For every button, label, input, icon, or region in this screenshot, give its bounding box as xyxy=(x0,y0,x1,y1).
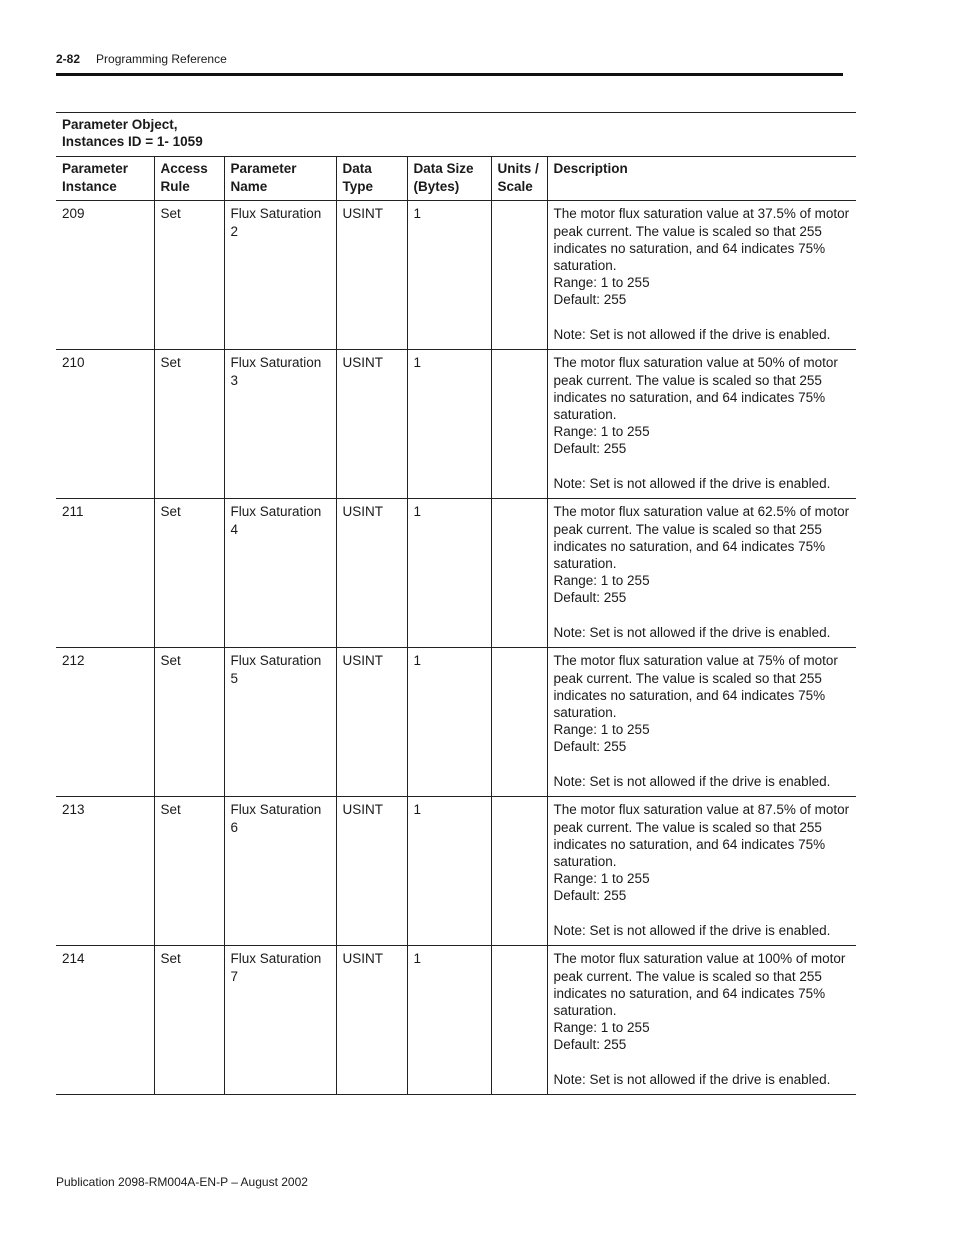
description-line: The motor flux saturation value at 75% of motor xyxy=(553,653,838,669)
col-type-cell: USINT xyxy=(336,648,407,797)
description-line: indicates no saturation, and 64 indicates 75% xyxy=(553,538,826,554)
description-spacer xyxy=(554,309,852,326)
description-line: peak current. The value is scaled so that 255 xyxy=(553,521,822,537)
col-units-cell xyxy=(491,499,547,648)
description-line: The motor flux saturation value at 62.5% of motor xyxy=(553,504,850,520)
description-line: saturation. xyxy=(553,854,617,870)
header-text: Units / xyxy=(497,161,539,177)
col-instance-cell: 209 xyxy=(56,201,154,350)
col-size-cell: 1 xyxy=(407,648,491,797)
col-description-cell xyxy=(547,499,856,648)
description-line: peak current. The value is scaled so that 255 xyxy=(553,223,822,239)
col-units-header xyxy=(491,157,547,201)
col-instance-cell: 213 xyxy=(56,797,154,946)
description-line: saturation. xyxy=(553,705,617,721)
parameter-table-container xyxy=(56,112,856,1095)
table-row xyxy=(56,499,856,648)
table-row xyxy=(56,350,856,499)
description-line: peak current. The value is scaled so that 255 xyxy=(553,968,822,984)
description-line: Range: 1 to 255 xyxy=(553,573,650,589)
header-text: Data xyxy=(342,161,372,177)
description-line: saturation. xyxy=(553,1003,617,1019)
table-caption-row xyxy=(56,113,856,157)
description-line: saturation. xyxy=(553,407,617,423)
col-type-cell: USINT xyxy=(336,201,407,350)
description-spacer xyxy=(554,458,852,475)
col-description-cell xyxy=(547,946,856,1095)
description-line: Default: 255 xyxy=(553,888,627,904)
description-line: Range: 1 to 255 xyxy=(553,722,650,738)
col-access-cell: Set xyxy=(154,946,224,1095)
col-name-header xyxy=(224,157,336,201)
description-spacer xyxy=(554,905,852,922)
column-header-row xyxy=(56,157,856,201)
description-line: Range: 1 to 255 xyxy=(553,1020,650,1036)
table-row xyxy=(56,946,856,1095)
description-note: Note: Set is not allowed if the drive is enabled. xyxy=(553,922,831,938)
description-line: The motor flux saturation value at 37.5% of motor xyxy=(553,206,850,222)
col-size-cell: 1 xyxy=(407,350,491,499)
col-access-header xyxy=(154,157,224,201)
col-size-cell: 1 xyxy=(407,201,491,350)
caption-line-1: Parameter Object, xyxy=(62,117,178,132)
col-name-cell: Flux Saturation 7 xyxy=(224,946,336,1095)
description-line: Default: 255 xyxy=(553,441,627,457)
col-instance-cell: 211 xyxy=(56,499,154,648)
description-note: Note: Set is not allowed if the drive is enabled. xyxy=(553,475,831,491)
table-caption xyxy=(56,113,856,157)
page-number: 2-82 xyxy=(56,52,81,66)
description-line: Default: 255 xyxy=(553,292,627,308)
description-line: The motor flux saturation value at 50% of motor xyxy=(553,355,838,371)
col-name-cell: Flux Saturation 2 xyxy=(224,201,336,350)
header-text: Rule xyxy=(160,178,190,194)
col-name-cell: Flux Saturation 3 xyxy=(224,350,336,499)
col-description-cell xyxy=(547,797,856,946)
description-spacer xyxy=(554,756,852,773)
description-line: Range: 1 to 255 xyxy=(553,275,650,291)
description-line: The motor flux saturation value at 87.5% of motor xyxy=(553,802,850,818)
description-spacer xyxy=(554,607,852,624)
description-line: Default: 255 xyxy=(553,739,627,755)
description-line: saturation. xyxy=(553,258,617,274)
description-spacer xyxy=(554,1054,852,1071)
header-text: Access xyxy=(160,161,208,177)
col-description-cell xyxy=(547,648,856,797)
header-text: Scale xyxy=(497,178,533,194)
col-size-cell: 1 xyxy=(407,499,491,648)
col-access-cell: Set xyxy=(154,648,224,797)
description-line: Default: 255 xyxy=(553,590,627,606)
col-size-header xyxy=(407,157,491,201)
col-units-cell xyxy=(491,648,547,797)
description-note: Note: Set is not allowed if the drive is enabled. xyxy=(553,326,831,342)
col-size-cell: 1 xyxy=(407,946,491,1095)
col-name-cell: Flux Saturation 6 xyxy=(224,797,336,946)
col-type-header xyxy=(336,157,407,201)
col-type-cell: USINT xyxy=(336,797,407,946)
col-access-cell: Set xyxy=(154,797,224,946)
col-units-cell xyxy=(491,797,547,946)
description-line: peak current. The value is scaled so that 255 xyxy=(553,670,822,686)
col-access-cell: Set xyxy=(154,350,224,499)
description-line: peak current. The value is scaled so that 255 xyxy=(553,819,822,835)
col-type-cell: USINT xyxy=(336,946,407,1095)
table-row xyxy=(56,201,856,350)
description-line: Range: 1 to 255 xyxy=(553,424,650,440)
header-text: Parameter xyxy=(230,161,297,177)
col-instance-header xyxy=(56,157,154,201)
description-note: Note: Set is not allowed if the drive is enabled. xyxy=(553,773,831,789)
description-line: peak current. The value is scaled so that 255 xyxy=(553,372,822,388)
col-access-cell: Set xyxy=(154,201,224,350)
publication-footer: Publication 2098-RM004A-EN-P – August 2002 xyxy=(56,1175,308,1189)
caption-line-2: Instances ID = 1- 1059 xyxy=(62,134,203,150)
description-line: indicates no saturation, and 64 indicates 75% xyxy=(553,985,826,1001)
description-line: indicates no saturation, and 64 indicates 75% xyxy=(553,836,826,852)
col-instance-cell: 214 xyxy=(56,946,154,1095)
col-size-cell: 1 xyxy=(407,797,491,946)
col-instance-cell: 212 xyxy=(56,648,154,797)
page-header xyxy=(56,52,843,66)
parameter-table xyxy=(56,112,856,1095)
table-body xyxy=(56,201,856,1095)
description-line: indicates no saturation, and 64 indicates 75% xyxy=(553,240,826,256)
header-text: Instance xyxy=(62,178,117,194)
description-line: Default: 255 xyxy=(553,1037,627,1053)
col-units-cell xyxy=(491,201,547,350)
col-type-cell: USINT xyxy=(336,350,407,499)
header-text: (Bytes) xyxy=(413,178,460,194)
col-description-cell xyxy=(547,350,856,499)
col-access-cell: Set xyxy=(154,499,224,648)
table-row xyxy=(56,797,856,946)
col-units-cell xyxy=(491,350,547,499)
header-text: Data Size xyxy=(413,161,474,177)
description-line: The motor flux saturation value at 100% of motor xyxy=(553,951,846,967)
col-description-header xyxy=(547,157,856,201)
description-line: indicates no saturation, and 64 indicates 75% xyxy=(553,389,826,405)
table-row xyxy=(56,648,856,797)
header-text: Name xyxy=(230,178,268,194)
col-instance-cell: 210 xyxy=(56,350,154,499)
header-text: Parameter xyxy=(62,161,129,177)
description-line: indicates no saturation, and 64 indicates 75% xyxy=(553,687,826,703)
description-line: Range: 1 to 255 xyxy=(553,871,650,887)
col-description-cell xyxy=(547,201,856,350)
section-title: Programming Reference xyxy=(96,52,227,66)
description-line: saturation. xyxy=(553,556,617,572)
header-rule xyxy=(56,73,843,76)
header-text: Type xyxy=(342,178,374,194)
col-name-cell: Flux Saturation 5 xyxy=(224,648,336,797)
col-units-cell xyxy=(491,946,547,1095)
description-note: Note: Set is not allowed if the drive is enabled. xyxy=(553,624,831,640)
description-note: Note: Set is not allowed if the drive is enabled. xyxy=(553,1071,831,1087)
header-text: Description xyxy=(553,161,628,177)
col-name-cell: Flux Saturation 4 xyxy=(224,499,336,648)
col-type-cell: USINT xyxy=(336,499,407,648)
